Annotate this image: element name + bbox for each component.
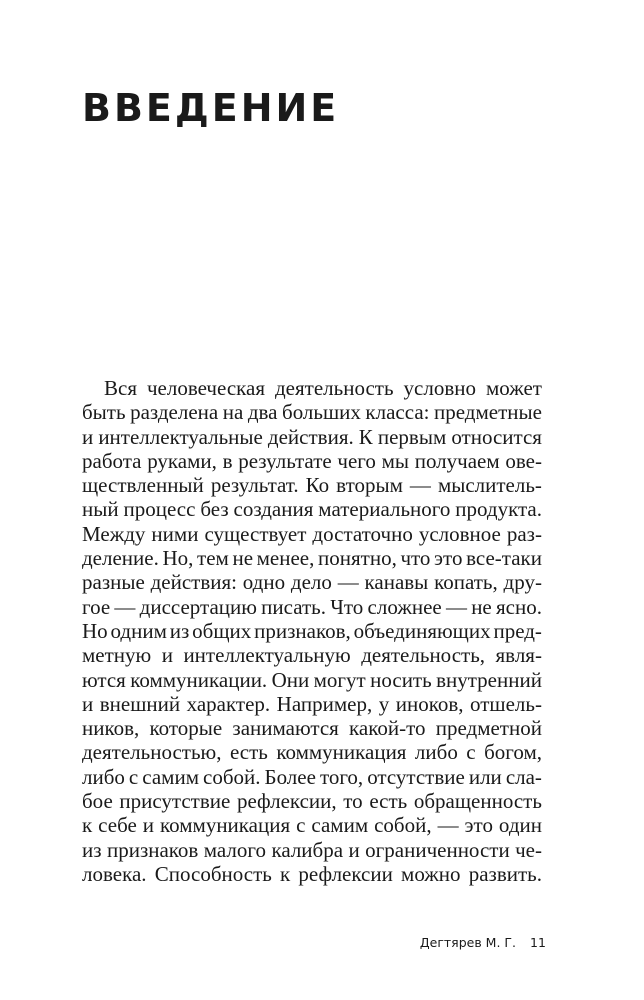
word: с [128,764,139,789]
word: Между [82,521,146,546]
word: относится [451,424,542,449]
text-line [82,716,542,740]
word: результат. [210,473,299,498]
word: Более [264,764,316,789]
word: одним [110,618,167,643]
word: собой, [374,813,432,838]
word: — [445,594,467,619]
word: материального [318,497,451,522]
text-line [82,740,542,764]
word: два [247,400,278,425]
word: рефлексии, [236,789,337,814]
word: обращенность [413,789,542,814]
word: Вся [104,376,137,400]
word: руками, [147,448,217,473]
word: из [82,837,102,862]
word: есть [229,740,268,765]
word: в [222,448,233,473]
word: один [498,813,542,838]
word: к [82,813,93,838]
text-line [82,497,542,521]
word: Способность [154,861,272,886]
word: занимаются [232,716,339,741]
text-line [82,473,542,497]
word: характер. [186,691,271,716]
word: раз- [506,521,542,546]
text-line [82,668,542,692]
word: может [485,376,542,400]
word: ников, [82,716,140,741]
text-line [82,376,542,400]
word: ясно. [495,594,542,619]
word: продукта. [455,497,542,522]
word: у [378,691,390,716]
word: действия. [267,424,354,449]
word: присутствие [119,789,231,814]
word: разные [82,570,145,595]
word: деление. [82,546,159,571]
word: менее, [256,546,315,571]
text-line [82,692,542,716]
word: деятельность [274,376,394,400]
word: к [280,861,291,886]
word: или [468,764,502,789]
word: создания [233,497,314,522]
word: того, [319,764,364,789]
word: что [400,546,431,571]
word: это [464,813,493,838]
text-line [82,862,542,886]
word: канавы [364,570,429,595]
footer-author: Дегтярев М. Г. [419,935,516,950]
text-line [82,449,542,473]
word: работа [82,448,142,473]
word: то [343,789,363,814]
word: носить [370,667,432,692]
word: ществленный [82,473,204,498]
word: процесс [123,497,196,522]
body-text [82,376,542,886]
text-line [82,425,542,449]
word: копать, [434,570,498,595]
text-line [82,643,542,667]
word: все-таки [466,546,542,571]
word: ними [151,521,199,546]
word: мы [381,448,410,473]
word: — [114,594,136,619]
word: объединяющих [353,618,491,643]
text-line [82,522,542,546]
word: можно [401,861,461,886]
word: рефлексии [298,861,393,886]
word: вторым [336,473,403,498]
word: чего [337,448,376,473]
word: Но, [162,546,194,571]
word: класса: [365,400,430,425]
word: метную [82,643,152,668]
word: быть [82,400,126,425]
word: сложнее [367,594,442,619]
word: понятно, [318,546,397,571]
word: Что [330,594,364,619]
text-line [82,765,542,789]
word: либо [82,764,125,789]
word: без [200,497,229,522]
word: диссертацию [139,594,257,619]
word: ный [82,497,119,522]
word: это [434,546,463,571]
word: — [437,813,459,838]
word: либо [414,740,458,765]
word: с [296,813,306,838]
page-number: 11 [530,935,546,950]
word: общих [192,618,252,643]
word: первым [377,424,447,449]
word: и [142,813,155,838]
word: человеческая [146,376,266,400]
word: бое [82,789,113,814]
word: сла- [505,764,542,789]
word: результате [238,448,332,473]
word: Ко [305,473,330,498]
word: есть [369,789,408,814]
word: гое [82,594,111,619]
word: К [358,424,373,449]
word: самим [142,764,199,789]
word: че- [515,837,542,862]
word: интеллектуальную [183,643,351,668]
word: какой-то [349,716,426,741]
text-line [82,570,542,594]
text-line [82,595,542,619]
word: и [161,643,173,668]
word: не [471,594,492,619]
word: могут [313,667,366,692]
word: — [337,570,359,595]
word: деятельностью, [82,740,222,765]
word: и [348,837,360,862]
word: Но [82,618,108,643]
text-line [82,619,542,643]
word: малого [203,837,267,862]
word: разделена [130,400,219,425]
word: ове- [505,448,542,473]
word: — [409,473,431,498]
word: дело [290,570,332,595]
word: Например, [276,691,373,716]
word: признаков, [254,618,351,643]
word: из [169,618,190,643]
word: интеллектуальные [98,424,263,449]
word: самим [311,813,369,838]
text-line [82,546,542,570]
word: предметные [434,400,542,425]
word: явля- [495,643,542,668]
word: достаточно [312,521,413,546]
text-line [82,400,542,424]
word: собой. [203,764,261,789]
word: Они [271,667,310,692]
word: одно [242,570,286,595]
word: отсутствие [367,764,465,789]
word: калибра [271,837,344,862]
word: пред- [493,618,542,643]
text-line [82,838,542,862]
word: больших [282,400,361,425]
word: признаков [106,837,199,862]
word: дру- [503,570,542,595]
word: писать. [261,594,327,619]
word: коммуникации. [130,667,268,692]
word: коммуникация [160,813,291,838]
word: богом, [484,740,542,765]
text-line [82,813,542,837]
word: действия: [150,570,237,595]
word: на [222,400,244,425]
text-line [82,789,542,813]
word: получаем [414,448,500,473]
word: мыслитель- [437,473,542,498]
word: и [82,691,94,716]
word: условно [403,376,476,400]
word: тем [197,546,229,571]
word: иноков, [395,691,464,716]
word: предметной [435,716,542,741]
word: коммуникация [276,740,407,765]
word: развить. [468,861,542,886]
word: условное [418,521,501,546]
word: существует [204,521,307,546]
word: не [232,546,254,571]
word: внешний [99,691,181,716]
word: отшель- [470,691,542,716]
word: которые [149,716,223,741]
chapter-heading: ВВЕДЕНИЕ [82,86,340,130]
word: деятельность, [361,643,486,668]
word: ловека. [82,861,147,886]
word: с [466,740,476,765]
word: ются [82,667,126,692]
word: внутренний [436,667,542,692]
word: себе [98,813,137,838]
word: ограниченности [365,837,510,862]
word: и [82,424,94,449]
